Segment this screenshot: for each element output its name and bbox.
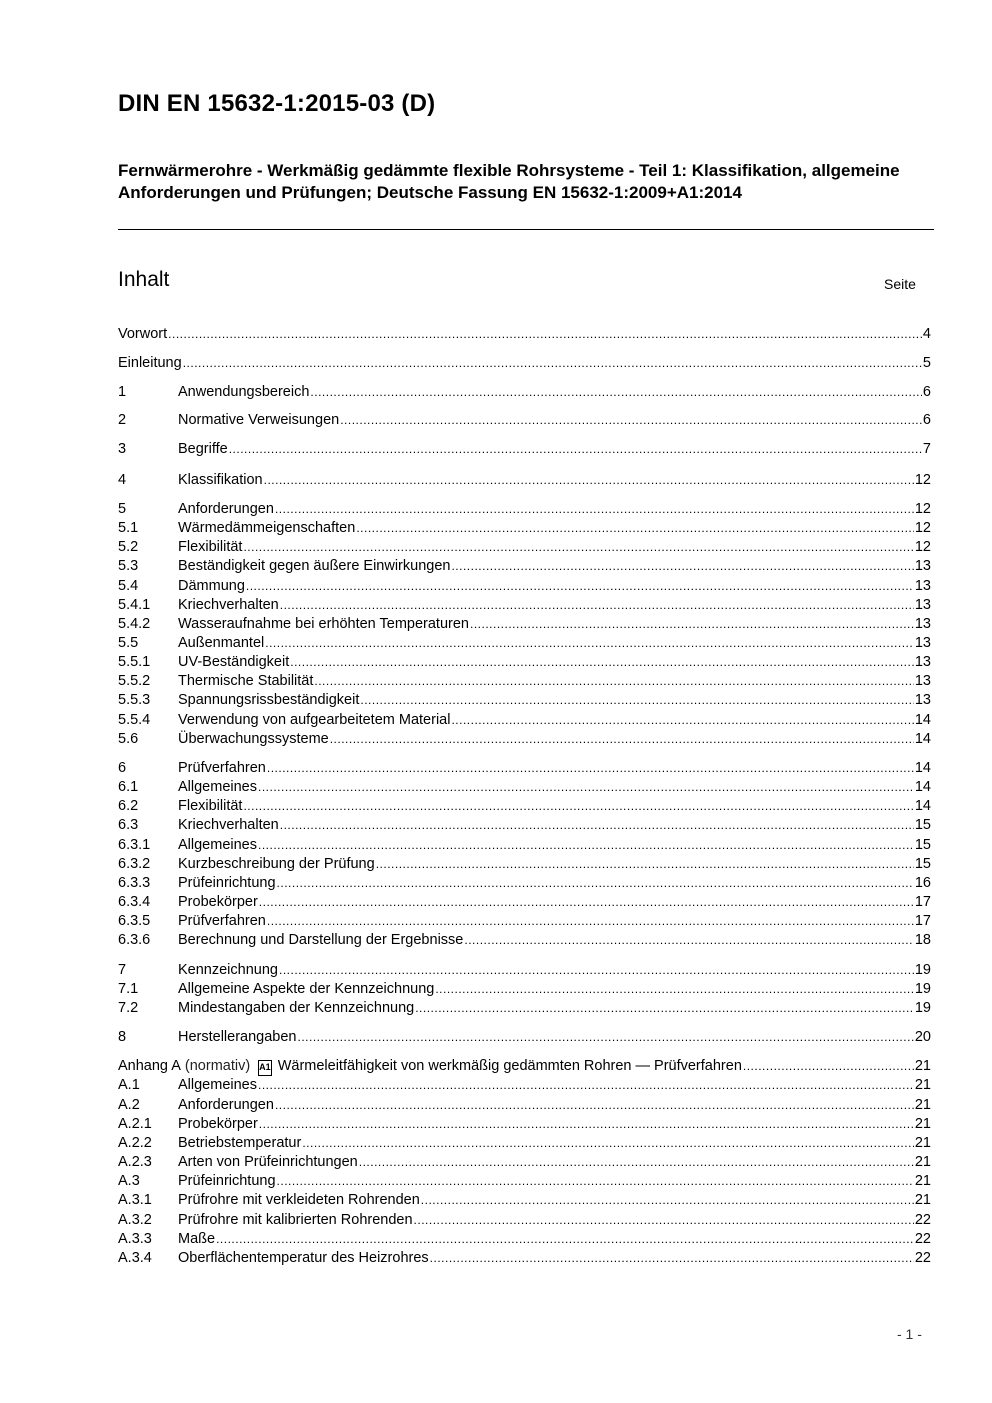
toc-entry-title: Kurzbeschreibung der Prüfung: [178, 856, 375, 872]
toc-leader-dots: [280, 596, 914, 615]
toc-entry-number: 5.4.2: [118, 616, 151, 632]
toc-entry-page: 21: [914, 1077, 931, 1093]
toc-entry-title: Prüfrohre mit verkleideten Rohrenden: [178, 1192, 420, 1208]
toc-entry-page: 21: [914, 1116, 931, 1132]
toc-entry-number: A.3.2: [118, 1212, 152, 1228]
toc-entry-number: 6.3.6: [118, 932, 151, 948]
toc-entry[interactable]: [118, 519, 931, 538]
toc-entry-page: 12: [914, 539, 931, 555]
toc-entry-title: Einleitung: [118, 355, 182, 371]
toc-entry[interactable]: [118, 1076, 931, 1095]
toc-leader-dots: [183, 354, 922, 373]
toc-entry-page: 4: [922, 326, 931, 342]
toc-entry[interactable]: [118, 325, 931, 344]
toc-entry-title: Betriebstemperatur: [178, 1135, 302, 1151]
toc-entry[interactable]: [118, 816, 931, 835]
title-divider: [118, 229, 934, 230]
toc-leader-dots: [470, 615, 914, 634]
toc-leader-dots: [330, 730, 914, 749]
toc-entry-number: 6.2: [118, 798, 139, 814]
toc-entry-number: 5.5.3: [118, 692, 151, 708]
toc-leader-dots: [415, 999, 914, 1018]
toc-entry-title: Normative Verweisungen: [178, 412, 340, 428]
toc-entry-title: Allgemeine Aspekte der Kennzeichnung: [178, 981, 435, 997]
toc-entry-number: 7.2: [118, 1000, 139, 1016]
toc-leader-dots: [290, 653, 914, 672]
toc-leader-dots: [430, 1249, 914, 1268]
toc-leader-dots: [451, 711, 913, 730]
toc-entry-number: 5.5: [118, 635, 139, 651]
toc-entry-number: A.3.3: [118, 1231, 152, 1247]
toc-leader-dots: [298, 1028, 914, 1047]
toc-leader-dots: [310, 383, 922, 402]
toc-entry[interactable]: [118, 778, 931, 797]
toc-entry-number: 7: [118, 962, 127, 978]
toc-entry-page: 20: [914, 1029, 931, 1045]
toc-entry-number: 6.3.5: [118, 913, 151, 929]
toc-entry-title: Außenmantel: [178, 635, 265, 651]
toc-entry-title: Verwendung von aufgearbeitetem Material: [178, 712, 451, 728]
toc-entry-page: 21: [914, 1058, 931, 1074]
toc-entry-title: Allgemeines: [178, 779, 257, 795]
toc-entry-title: Spannungsrissbeständigkeit: [178, 692, 360, 708]
document-id: DIN EN 15632-1:2015-03 (D): [118, 90, 436, 117]
toc-entry-title: Überwachungssysteme: [178, 731, 329, 747]
toc-entry[interactable]: [118, 1115, 931, 1134]
toc-leader-dots: [360, 691, 913, 710]
toc-entry-title: Begriffe: [178, 441, 228, 457]
toc-leader-dots: [259, 1115, 914, 1134]
toc-leader-dots: [302, 1134, 914, 1153]
toc-entry-page: 12: [914, 501, 931, 517]
toc-entry-number: 6.3.2: [118, 856, 151, 872]
toc-entry[interactable]: [118, 615, 931, 634]
toc-entry[interactable]: [118, 1096, 931, 1115]
toc-entry-number: A.2.3: [118, 1154, 152, 1170]
toc-entry-number: 5.6: [118, 731, 139, 747]
toc-entry[interactable]: [118, 691, 931, 710]
toc-leader-dots: [275, 500, 914, 519]
toc-entry-page: 15: [914, 837, 931, 853]
toc-leader-dots: [258, 836, 914, 855]
toc-leader-dots: [216, 1230, 914, 1249]
toc-entry-title: Mindestangaben der Kennzeichnung: [178, 1000, 415, 1016]
toc-entry-title: Allgemeines: [178, 837, 257, 853]
toc-leader-dots: [258, 778, 914, 797]
toc-entry-number: 5.4.1: [118, 597, 151, 613]
toc-entry-title: Prüfverfahren: [178, 913, 266, 929]
toc-entry-page: 21: [914, 1154, 931, 1170]
toc-leader-dots: [243, 797, 913, 816]
toc-entry-page: 17: [914, 894, 931, 910]
toc-entry-number: 7.1: [118, 981, 139, 997]
toc-entry[interactable]: [118, 1134, 931, 1153]
toc-entry[interactable]: [118, 980, 931, 999]
toc-entry[interactable]: [118, 912, 931, 931]
toc-entry[interactable]: [118, 500, 931, 519]
toc-entry-page: 16: [914, 875, 931, 891]
toc-entry[interactable]: [118, 538, 931, 557]
toc-entry[interactable]: [118, 711, 931, 730]
toc-entry-page: 13: [914, 673, 931, 689]
toc-entry-page: 15: [914, 856, 931, 872]
toc-leader-dots: [356, 519, 914, 538]
toc-entry[interactable]: [118, 730, 931, 749]
toc-leader-dots: [267, 912, 914, 931]
toc-entry-title: Arten von Prüfeinrichtungen: [178, 1154, 358, 1170]
toc-entry-title: Anwendungsbereich: [178, 384, 310, 400]
toc-entry-page: 21: [914, 1192, 931, 1208]
toc-entry-page: 22: [914, 1212, 931, 1228]
toc-entry[interactable]: [118, 874, 931, 893]
toc-entry-page: 13: [914, 597, 931, 613]
toc-entry-page: 6: [922, 412, 931, 428]
toc-entry[interactable]: [118, 1028, 931, 1047]
toc-leader-dots: [277, 874, 914, 893]
toc-leader-dots: [421, 1191, 914, 1210]
toc-entry-number: 5.5.2: [118, 673, 151, 689]
toc-entry[interactable]: [118, 354, 931, 373]
toc-leader-dots: [314, 672, 913, 691]
toc-leader-dots: [340, 411, 922, 430]
toc-entry[interactable]: [118, 1230, 931, 1249]
toc-entry-number: 6.3.1: [118, 837, 151, 853]
toc-leader-dots: [376, 855, 914, 874]
toc-entry-number: 3: [118, 441, 127, 457]
toc-entry[interactable]: [118, 471, 931, 490]
toc-entry-title: Dämmung: [178, 578, 245, 594]
toc-leader-dots: [259, 893, 914, 912]
toc-entry[interactable]: [118, 1057, 931, 1076]
toc-entry[interactable]: [118, 1249, 931, 1268]
toc-leader-dots: [279, 961, 914, 980]
toc-entry-number: 2: [118, 412, 127, 428]
toc-entry-page: 19: [914, 1000, 931, 1016]
toc-entry-number: 5: [118, 501, 127, 517]
toc-entry-page: 13: [914, 654, 931, 670]
toc-entry-page: 13: [914, 578, 931, 594]
toc-entry-page: 7: [922, 441, 931, 457]
toc-annex-note: (normativ): [184, 1058, 251, 1074]
toc-entry[interactable]: [118, 931, 931, 950]
toc-entry-page: 22: [914, 1231, 931, 1247]
toc-entry[interactable]: [118, 836, 931, 855]
toc-entry-page: 14: [914, 760, 931, 776]
toc-entry-number: A.3.4: [118, 1250, 152, 1266]
toc-entry-page: 19: [914, 981, 931, 997]
toc-entry-page: 13: [914, 558, 931, 574]
toc-entry-title: Berechnung und Darstellung der Ergebnisse: [178, 932, 464, 948]
toc-leader-dots: [267, 759, 914, 778]
toc-entry-number: A.2: [118, 1097, 140, 1113]
toc-leader-dots: [280, 816, 914, 835]
toc-entry[interactable]: [118, 961, 931, 980]
toc-entry-title: Kriechverhalten: [178, 597, 279, 613]
page-number: - 1 -: [897, 1326, 922, 1342]
toc-entry-number: 6.3.4: [118, 894, 151, 910]
toc-entry-title: Anforderungen: [178, 1097, 274, 1113]
toc-leader-dots: [275, 1096, 914, 1115]
toc-entry[interactable]: [118, 1211, 931, 1230]
toc-entry-page: 14: [914, 712, 931, 728]
toc-entry-title: Thermische Stabilität: [178, 673, 314, 689]
toc-leader-dots: [451, 557, 913, 576]
toc-entry-page: 14: [914, 731, 931, 747]
toc-entry-title: Wärmedämmeigenschaften: [178, 520, 356, 536]
toc-entry-number: 5.1: [118, 520, 139, 536]
toc-entry[interactable]: [118, 557, 931, 576]
toc-entry-number: 6: [118, 760, 127, 776]
toc-entry-number: 5.3: [118, 558, 139, 574]
toc-entry-number: 8: [118, 1029, 127, 1045]
toc-entry[interactable]: [118, 411, 931, 430]
toc-entry[interactable]: [118, 855, 931, 874]
toc-entry-title: Anforderungen: [178, 501, 274, 517]
toc-entry-title: UV-Beständigkeit: [178, 654, 290, 670]
toc-leader-dots: [265, 634, 914, 653]
toc-entry[interactable]: [118, 383, 931, 402]
toc-entry-page: 13: [914, 635, 931, 651]
toc-entry-number: 5.4: [118, 578, 139, 594]
toc-entry-number: A.3: [118, 1173, 140, 1189]
toc-leader-dots: [246, 577, 914, 596]
toc-entry-title: Prüfeinrichtung: [178, 1173, 276, 1189]
toc-leader-dots: [277, 1172, 914, 1191]
toc-entry-title: Kriechverhalten: [178, 817, 279, 833]
toc-entry[interactable]: [118, 1153, 931, 1172]
toc-entry[interactable]: [118, 577, 931, 596]
toc-entry-number: 1: [118, 384, 127, 400]
toc-leader-dots: [414, 1211, 914, 1230]
toc-entry-page: 13: [914, 692, 931, 708]
toc-entry-title: Vorwort: [118, 326, 168, 342]
toc-entry[interactable]: [118, 1172, 931, 1191]
toc-entry-number: A.2.1: [118, 1116, 152, 1132]
toc-entry[interactable]: [118, 653, 931, 672]
toc-entry-title: Probekörper: [178, 894, 258, 910]
toc-entry-title: Maße: [178, 1231, 216, 1247]
toc-entry[interactable]: [118, 634, 931, 653]
toc-entry-title: Herstellerangaben: [178, 1029, 297, 1045]
toc-heading: Inhalt: [118, 268, 170, 291]
toc-entry-title: Flexibilität: [178, 539, 243, 555]
toc-entry-title: Prüfeinrichtung: [178, 875, 276, 891]
toc-entry-number: 5.5.1: [118, 654, 151, 670]
amendment-marker-icon: A1: [258, 1060, 272, 1076]
toc-entry-number: 6.1: [118, 779, 139, 795]
toc-entry-title: Oberflächentemperatur des Heizrohres: [178, 1250, 429, 1266]
toc-entry-page: 19: [914, 962, 931, 978]
toc-entry-page: 12: [914, 472, 931, 488]
toc-entry-number: 5.2: [118, 539, 139, 555]
toc-entry-page: 21: [914, 1135, 931, 1151]
toc-leader-dots: [359, 1153, 914, 1172]
toc-entry-number: 6.3.3: [118, 875, 151, 891]
toc-entry-page: 14: [914, 779, 931, 795]
toc-entry-title: Flexibilität: [178, 798, 243, 814]
toc-entry-title: Prüfverfahren: [178, 760, 266, 776]
toc-entry[interactable]: [118, 440, 931, 459]
toc-entry-number: 6.3: [118, 817, 139, 833]
toc-entry-page: 15: [914, 817, 931, 833]
toc-entry-title: Wasseraufnahme bei erhöhten Temperaturen: [178, 616, 469, 632]
toc-entry-title: Allgemeines: [178, 1077, 257, 1093]
toc-leader-dots: [264, 471, 914, 490]
toc-entry-title: Prüfrohre mit kalibrierten Rohrenden: [178, 1212, 413, 1228]
toc-entry-number: A.3.1: [118, 1192, 152, 1208]
toc-annex-label: Anhang A: [118, 1058, 181, 1074]
toc-entry-page: 12: [914, 520, 931, 536]
toc-entry-page: 21: [914, 1173, 931, 1189]
toc-entry[interactable]: [118, 672, 931, 691]
toc-entry-page: 13: [914, 616, 931, 632]
toc-entry-number: 5.5.4: [118, 712, 151, 728]
toc-entry[interactable]: [118, 893, 931, 912]
toc-leader-dots: [464, 931, 914, 950]
toc-leader-dots: [168, 325, 922, 344]
toc-entry-page: 6: [922, 384, 931, 400]
toc-entry-title: Wärmeleitfähigkeit von werkmäßig gedämmten Rohren — Prüfverfahren: [277, 1058, 742, 1074]
toc-entry-page: 22: [914, 1250, 931, 1266]
toc-entry-page: 21: [914, 1097, 931, 1113]
page-column-label: Seite: [884, 276, 916, 292]
toc-entry-page: 17: [914, 913, 931, 929]
toc-entry-number: 4: [118, 472, 127, 488]
toc-leader-dots: [258, 1076, 914, 1095]
toc-entry[interactable]: [118, 999, 931, 1018]
toc-leader-dots: [243, 538, 913, 557]
toc-entry-page: 14: [914, 798, 931, 814]
toc-entry-number: A.1: [118, 1077, 140, 1093]
toc-entry-page: 18: [914, 932, 931, 948]
toc-entry[interactable]: [118, 596, 931, 615]
toc-entry-page: 5: [922, 355, 931, 371]
toc-entry-title: Probekörper: [178, 1116, 258, 1132]
toc-leader-dots: [743, 1057, 914, 1076]
toc-entry-title: Kennzeichnung: [178, 962, 278, 978]
toc-leader-dots: [229, 440, 922, 459]
toc-entry-title: Klassifikation: [178, 472, 263, 488]
toc-entry-number: A.2.2: [118, 1135, 152, 1151]
toc-entry[interactable]: [118, 797, 931, 816]
toc-entry[interactable]: [118, 759, 931, 778]
toc-leader-dots: [435, 980, 914, 999]
toc-entry-title: Beständigkeit gegen äußere Einwirkungen: [178, 558, 451, 574]
toc-entry[interactable]: [118, 1191, 931, 1210]
document-title: Fernwärmerohre - Werkmäßig gedämmte flexible Rohrsysteme - Teil 1: Klassifikation, allgemeine Anforderungen und Prüfungen; Deutsche Fassung EN 15632-1:2009+A1:2014: [118, 161, 900, 202]
